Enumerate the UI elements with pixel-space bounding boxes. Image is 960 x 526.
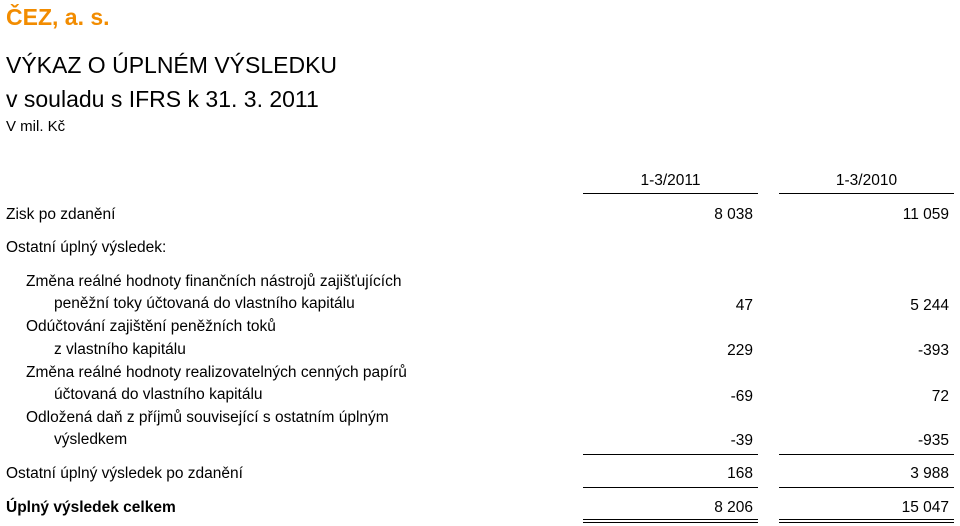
value-deferred-tax-2011: -39 [730,432,753,449]
value-hedge-reclass-2011: 229 [727,342,753,359]
double-underline-bottom-2010 [779,522,954,523]
double-underline-top-2011 [583,519,758,520]
double-underline-top-2010 [779,519,954,520]
row-label-hedge-reclass-line1: Odúčtování zajištění peněžních toků [26,318,276,335]
value-hedge-change-2011: 47 [735,297,753,314]
report-title: VÝKAZ O ÚPLNÉM VÝSLEDKU [6,52,338,78]
value-profit-after-tax-2010: 11 059 [902,206,949,223]
report-subtitle: v souladu s IFRS k 31. 3. 2011 [6,86,319,112]
value-securities-change-2010: 72 [931,388,949,405]
row-label-hedge-change-line2: peněžní toky účtovaná do vlastního kapitálu [54,295,355,312]
header-underline-2011 [583,193,758,194]
row-label-profit-after-tax: Zisk po zdanění [6,206,116,223]
value-hedge-change-2010: 5 244 [910,297,949,314]
value-total-2011: 8 206 [714,499,753,516]
row-label-hedge-reclass-line2: z vlastního kapitálu [54,341,186,358]
value-hedge-reclass-2010: -393 [917,342,949,359]
section-label-oci: Ostatní úplný výsledek: [6,239,167,256]
row-label-securities-change-line2: účtovaná do vlastního kapitálu [54,386,263,403]
row-label-total: Úplný výsledek celkem [6,499,176,516]
value-oci-after-tax-2010: 3 988 [910,465,949,482]
value-deferred-tax-2010: -935 [917,432,949,449]
value-securities-change-2011: -69 [730,388,753,405]
row-label-oci-after-tax: Ostatní úplný výsledek po zdanění [6,465,243,482]
double-underline-bottom-2011 [583,522,758,523]
row-label-deferred-tax-line1: Odložená daň z příjmů související s ostatním úplným [26,409,389,426]
row-label-securities-change-line1: Změna reálné hodnoty realizovatelných cenných papírů [26,364,407,381]
value-profit-after-tax-2011: 8 038 [714,206,753,223]
total-line-2011 [583,487,758,488]
value-oci-after-tax-2011: 168 [727,465,753,482]
subtotal-line-2011 [583,454,758,455]
header-underline-2010 [779,193,954,194]
row-label-deferred-tax-line2: výsledkem [54,431,128,448]
value-total-2010: 15 047 [901,499,949,516]
column-header-2011: 1-3/2011 [640,172,701,189]
column-header-2010: 1-3/2010 [835,172,898,189]
total-line-2010 [779,487,954,488]
subtotal-line-2010 [779,454,954,455]
company-name: ČEZ, a. s. [6,4,110,30]
unit-label: V mil. Kč [6,118,66,135]
row-label-hedge-change-line1: Změna reálné hodnoty finančních nástrojů zajišťujících [26,273,402,290]
